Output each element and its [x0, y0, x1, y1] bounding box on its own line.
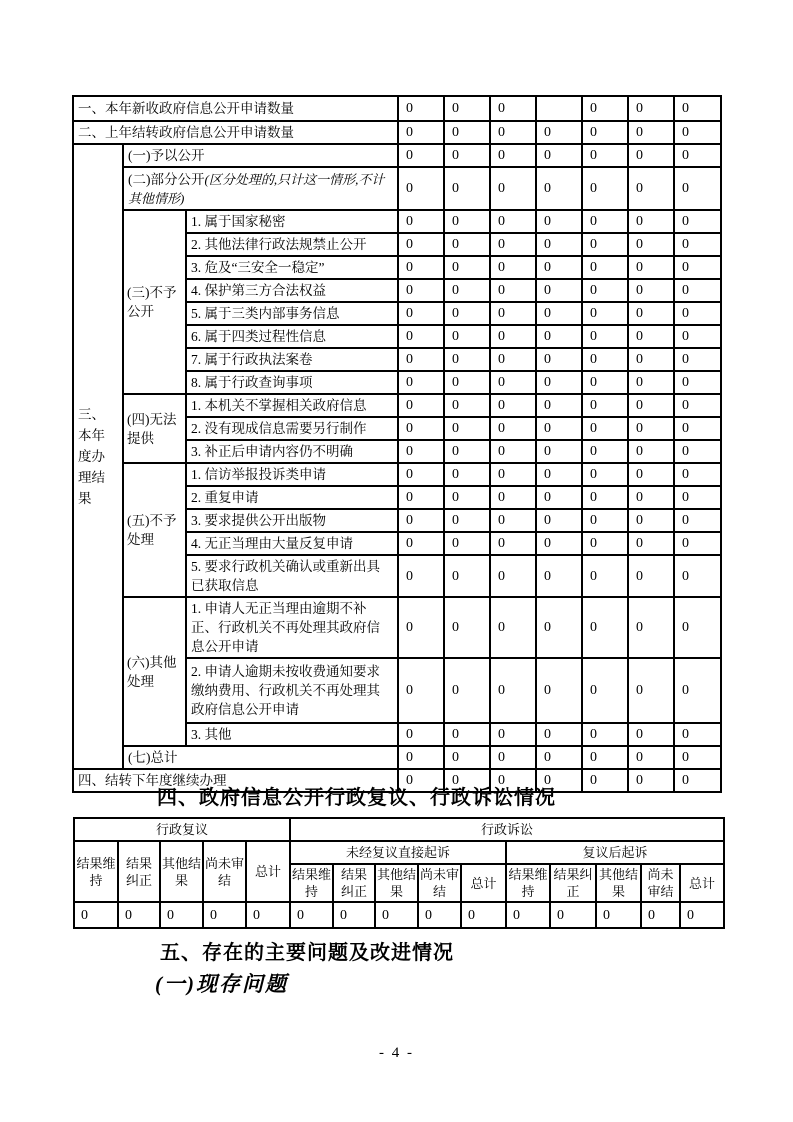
table-row — [73, 394, 721, 417]
value-cell: 0 — [582, 555, 628, 597]
group-label-unable: (四)无法提供 — [123, 394, 186, 463]
value-cell: 0 — [582, 302, 628, 325]
value-cell: 0 — [674, 371, 721, 394]
value-cell: 0 — [398, 417, 444, 440]
value-cell: 0 — [444, 394, 490, 417]
value-cell: 0 — [628, 96, 674, 121]
value-cell: 0 — [490, 394, 536, 417]
value-cell: 0 — [444, 233, 490, 256]
value-cell: 0 — [398, 167, 444, 210]
value-cell: 0 — [490, 144, 536, 167]
item-label: 1. 信访举报投诉类申请 — [186, 463, 398, 486]
value-cell: 0 — [674, 348, 721, 371]
value-cell: 0 — [536, 417, 582, 440]
value-cell: 0 — [674, 597, 721, 658]
table-row — [73, 144, 721, 167]
value-cell: 0 — [398, 532, 444, 555]
value-cell: 0 — [536, 769, 582, 792]
value-cell: 0 — [490, 746, 536, 769]
value-cell: 0 — [536, 302, 582, 325]
value-cell: 0 — [444, 256, 490, 279]
value-cell: 0 — [628, 167, 674, 210]
value-cell: 0 — [674, 96, 721, 121]
value-cell: 0 — [628, 486, 674, 509]
value-cell: 0 — [674, 463, 721, 486]
page-number: - 4 - — [379, 1045, 414, 1061]
value-cell: 0 — [490, 256, 536, 279]
value-cell: 0 — [536, 555, 582, 597]
section3-label-cell: 三、本年度办理结果 — [73, 144, 123, 769]
value-cell: 0 — [398, 302, 444, 325]
value-cell: 0 — [536, 658, 582, 723]
row-label-next-year: 四、结转下年度继续办理 — [73, 769, 398, 792]
value-cell: 0 — [461, 902, 506, 928]
value-cell: 0 — [490, 769, 536, 792]
value-cell: 0 — [674, 256, 721, 279]
value-cell: 0 — [674, 509, 721, 532]
item-label: 4. 无正当理由大量反复申请 — [186, 532, 398, 555]
value-cell: 0 — [444, 532, 490, 555]
value-cell: 0 — [536, 597, 582, 658]
value-cell: 0 — [536, 279, 582, 302]
row-label-total: (七)总计 — [123, 746, 398, 769]
value-cell: 0 — [641, 902, 680, 928]
value-cell: 0 — [490, 96, 536, 121]
value-cell: 0 — [536, 394, 582, 417]
table-row — [74, 818, 724, 841]
group-label-denied: (三)不予公开 — [123, 210, 186, 394]
value-cell: 0 — [582, 325, 628, 348]
direct-sub-header: 结果维持 — [290, 864, 333, 902]
value-cell: 0 — [290, 902, 333, 928]
value-cell: 0 — [582, 371, 628, 394]
value-cell: 0 — [674, 302, 721, 325]
value-cell: 0 — [444, 746, 490, 769]
value-cell: 0 — [582, 279, 628, 302]
value-cell: 0 — [398, 394, 444, 417]
value-cell: 0 — [582, 723, 628, 746]
partial-label-note: (区分处理的,只计这一情形,不计其他情形) — [128, 171, 385, 206]
value-cell: 0 — [674, 723, 721, 746]
value-cell: 0 — [674, 417, 721, 440]
row-label-carried-over: 二、上年结转政府信息公开申请数量 — [73, 121, 398, 144]
direct-sub-header: 总计 — [461, 864, 506, 902]
value-cell: 0 — [398, 144, 444, 167]
value-cell: 0 — [674, 658, 721, 723]
value-cell: 0 — [536, 440, 582, 463]
value-cell: 0 — [444, 121, 490, 144]
row-label-partial — [123, 167, 398, 210]
value-cell: 0 — [444, 597, 490, 658]
value-cell: 0 — [628, 279, 674, 302]
value-cell: 0 — [674, 144, 721, 167]
value-cell: 0 — [680, 902, 724, 928]
value-cell: 0 — [536, 233, 582, 256]
value-cell: 0 — [674, 532, 721, 555]
value-cell: 0 — [628, 509, 674, 532]
direct-sub-header: 结果纠正 — [333, 864, 375, 902]
value-cell: 0 — [582, 144, 628, 167]
value-cell: 0 — [398, 256, 444, 279]
value-cell: 0 — [444, 210, 490, 233]
table-row — [73, 96, 721, 121]
value-cell: 0 — [375, 902, 418, 928]
value-cell: 0 — [582, 440, 628, 463]
after-review-sub-header: 结果维持 — [506, 864, 550, 902]
value-cell: 0 — [490, 279, 536, 302]
value-cell: 0 — [536, 723, 582, 746]
value-cell: 0 — [582, 486, 628, 509]
value-cell: 0 — [444, 96, 490, 121]
value-cell: 0 — [536, 532, 582, 555]
group-label-other: (六)其他处理 — [123, 597, 186, 746]
item-label: 5. 属于三类内部事务信息 — [186, 302, 398, 325]
value-cell: 0 — [444, 167, 490, 210]
value-cell: 0 — [506, 902, 550, 928]
value-cell: 0 — [582, 121, 628, 144]
value-cell: 0 — [628, 746, 674, 769]
value-cell: 0 — [628, 210, 674, 233]
value-cell: 0 — [628, 463, 674, 486]
value-cell: 0 — [398, 96, 444, 121]
value-cell: 0 — [674, 555, 721, 597]
value-cell: 0 — [582, 509, 628, 532]
value-cell: 0 — [160, 902, 203, 928]
value-cell: 0 — [398, 463, 444, 486]
value-cell: 0 — [628, 597, 674, 658]
value-cell: 0 — [674, 167, 721, 210]
table-row — [74, 902, 724, 928]
after-review-sub-header: 结果纠正 — [550, 864, 596, 902]
value-cell: 0 — [536, 210, 582, 233]
value-cell: 0 — [596, 902, 641, 928]
value-cell: 0 — [398, 121, 444, 144]
value-cell: 0 — [674, 233, 721, 256]
value-cell: 0 — [398, 279, 444, 302]
value-cell: 0 — [582, 532, 628, 555]
value-cell: 0 — [398, 509, 444, 532]
value-cell: 0 — [490, 348, 536, 371]
value-cell: 0 — [628, 555, 674, 597]
item-label: 1. 申请人无正当理由逾期不补正、行政机关不再处理其政府信息公开申请 — [186, 597, 398, 658]
value-cell: 0 — [674, 769, 721, 792]
item-label: 2. 其他法律行政法规禁止公开 — [186, 233, 398, 256]
value-cell: 0 — [536, 256, 582, 279]
item-label: 2. 申请人逾期未按收费通知要求缴纳费用、行政机关不再处理其政府信息公开申请 — [186, 658, 398, 723]
value-cell: 0 — [398, 486, 444, 509]
value-cell: 0 — [536, 144, 582, 167]
value-cell: 0 — [203, 902, 246, 928]
value-cell: 0 — [490, 658, 536, 723]
value-cell: 0 — [628, 371, 674, 394]
item-label: 2. 没有现成信息需要另行制作 — [186, 417, 398, 440]
value-cell: 0 — [398, 769, 444, 792]
value-cell: 0 — [628, 121, 674, 144]
value-cell: 0 — [444, 371, 490, 394]
value-cell: 0 — [398, 723, 444, 746]
value-cell: 0 — [398, 233, 444, 256]
value-cell: 0 — [398, 325, 444, 348]
value-cell: 0 — [398, 658, 444, 723]
value-cell: 0 — [536, 325, 582, 348]
value-cell: 0 — [628, 658, 674, 723]
value-cell: 0 — [490, 486, 536, 509]
table-row — [73, 463, 721, 486]
review-sub-header: 尚未审结 — [203, 841, 246, 902]
value-cell: 0 — [74, 902, 118, 928]
value-cell: 0 — [398, 371, 444, 394]
value-cell: 0 — [582, 233, 628, 256]
table-row — [73, 121, 721, 144]
item-label: 6. 属于四类过程性信息 — [186, 325, 398, 348]
value-cell: 0 — [582, 597, 628, 658]
value-cell: 0 — [628, 417, 674, 440]
section5-heading: 五、存在的主要问题及改进情况 — [160, 942, 454, 964]
item-label: 2. 重复申请 — [186, 486, 398, 509]
value-cell: 0 — [628, 440, 674, 463]
value-cell: 0 — [398, 555, 444, 597]
value-cell: 0 — [444, 279, 490, 302]
value-cell: 0 — [444, 144, 490, 167]
value-cell: 0 — [490, 532, 536, 555]
value-cell: 0 — [628, 348, 674, 371]
value-cell: 0 — [444, 325, 490, 348]
value-cell: 0 — [333, 902, 375, 928]
value-cell: 0 — [628, 302, 674, 325]
value-cell: 0 — [582, 348, 628, 371]
value-cell: 0 — [490, 210, 536, 233]
value-cell: 0 — [582, 210, 628, 233]
value-cell: 0 — [536, 486, 582, 509]
value-cell: 0 — [246, 902, 290, 928]
table-row — [73, 597, 721, 658]
litigation-header: 行政诉讼 — [290, 818, 724, 841]
value-cell: 0 — [582, 463, 628, 486]
direct-sub-header: 其他结果 — [375, 864, 418, 902]
value-cell: 0 — [490, 509, 536, 532]
value-cell: 0 — [550, 902, 596, 928]
value-cell: 0 — [444, 723, 490, 746]
value-cell: 0 — [674, 486, 721, 509]
row-label-granted: (一)予以公开 — [123, 144, 398, 167]
table-row — [73, 167, 721, 210]
table-row — [74, 841, 724, 864]
item-label: 1. 本机关不掌握相关政府信息 — [186, 394, 398, 417]
value-cell: 0 — [628, 394, 674, 417]
value-cell: 0 — [628, 144, 674, 167]
value-cell: 0 — [398, 597, 444, 658]
item-label: 3. 危及“三安全一稳定” — [186, 256, 398, 279]
review-header: 行政复议 — [74, 818, 290, 841]
value-cell: 0 — [582, 394, 628, 417]
item-label: 1. 属于国家秘密 — [186, 210, 398, 233]
value-cell: 0 — [490, 463, 536, 486]
value-cell: 0 — [582, 746, 628, 769]
value-cell: 0 — [490, 121, 536, 144]
value-cell — [536, 96, 582, 121]
section5-1-heading: (一)现存问题 — [155, 972, 288, 996]
value-cell: 0 — [582, 256, 628, 279]
value-cell: 0 — [628, 233, 674, 256]
application-results-table — [72, 95, 722, 793]
value-cell: 0 — [444, 463, 490, 486]
value-cell: 0 — [628, 723, 674, 746]
value-cell: 0 — [674, 210, 721, 233]
value-cell: 0 — [628, 769, 674, 792]
item-label: 3. 补正后申请内容仍不明确 — [186, 440, 398, 463]
value-cell: 0 — [444, 302, 490, 325]
value-cell: 0 — [490, 417, 536, 440]
value-cell: 0 — [490, 302, 536, 325]
row-label-new-received: 一、本年新收政府信息公开申请数量 — [73, 96, 398, 121]
value-cell: 0 — [628, 325, 674, 348]
value-cell: 0 — [444, 555, 490, 597]
value-cell: 0 — [490, 597, 536, 658]
value-cell: 0 — [536, 463, 582, 486]
value-cell: 0 — [118, 902, 160, 928]
value-cell: 0 — [444, 658, 490, 723]
value-cell: 0 — [490, 325, 536, 348]
value-cell: 0 — [398, 440, 444, 463]
direct-suit-header: 未经复议直接起诉 — [290, 841, 506, 864]
value-cell: 0 — [536, 121, 582, 144]
review-sub-header: 其他结果 — [160, 841, 203, 902]
table-row — [73, 746, 721, 769]
value-cell: 0 — [536, 371, 582, 394]
item-label: 8. 属于行政查询事项 — [186, 371, 398, 394]
value-cell: 0 — [398, 210, 444, 233]
value-cell: 0 — [490, 440, 536, 463]
value-cell: 0 — [490, 233, 536, 256]
value-cell: 0 — [398, 348, 444, 371]
review-sub-header: 结果维持 — [74, 841, 118, 902]
table-row — [73, 210, 721, 233]
value-cell: 0 — [628, 256, 674, 279]
partial-label-main: (二)部分公开 — [128, 171, 205, 187]
item-label: 4. 保护第三方合法权益 — [186, 279, 398, 302]
review-sub-header: 总计 — [246, 841, 290, 902]
value-cell: 0 — [674, 394, 721, 417]
value-cell: 0 — [674, 440, 721, 463]
value-cell: 0 — [674, 279, 721, 302]
value-cell: 0 — [444, 440, 490, 463]
review-sub-header: 结果纠正 — [118, 841, 160, 902]
after-review-sub-header: 总计 — [680, 864, 724, 902]
value-cell: 0 — [674, 121, 721, 144]
value-cell: 0 — [674, 325, 721, 348]
value-cell: 0 — [418, 902, 461, 928]
group-label-not-processed: (五)不予处理 — [123, 463, 186, 597]
item-label: 3. 要求提供公开出版物 — [186, 509, 398, 532]
value-cell: 0 — [490, 167, 536, 210]
value-cell: 0 — [490, 723, 536, 746]
value-cell: 0 — [444, 417, 490, 440]
value-cell: 0 — [582, 96, 628, 121]
after-review-sub-header: 其他结果 — [596, 864, 641, 902]
value-cell: 0 — [628, 532, 674, 555]
item-label: 7. 属于行政执法案卷 — [186, 348, 398, 371]
review-litigation-table — [73, 817, 725, 929]
value-cell: 0 — [582, 769, 628, 792]
item-label: 5. 要求行政机关确认或重新出具已获取信息 — [186, 555, 398, 597]
value-cell: 0 — [398, 746, 444, 769]
value-cell: 0 — [536, 746, 582, 769]
value-cell: 0 — [536, 509, 582, 532]
value-cell: 0 — [444, 509, 490, 532]
value-cell: 0 — [582, 167, 628, 210]
direct-sub-header: 尚未审结 — [418, 864, 461, 902]
value-cell: 0 — [536, 167, 582, 210]
after-review-sub-header: 尚未审结 — [641, 864, 680, 902]
value-cell: 0 — [444, 348, 490, 371]
item-label: 3. 其他 — [186, 723, 398, 746]
after-review-suit-header: 复议后起诉 — [506, 841, 724, 864]
value-cell: 0 — [674, 746, 721, 769]
section4-heading: 四、政府信息公开行政复议、行政诉讼情况 — [157, 787, 556, 809]
value-cell: 0 — [582, 417, 628, 440]
value-cell: 0 — [444, 769, 490, 792]
value-cell: 0 — [582, 658, 628, 723]
value-cell: 0 — [536, 348, 582, 371]
value-cell: 0 — [490, 371, 536, 394]
value-cell: 0 — [444, 486, 490, 509]
value-cell: 0 — [490, 555, 536, 597]
